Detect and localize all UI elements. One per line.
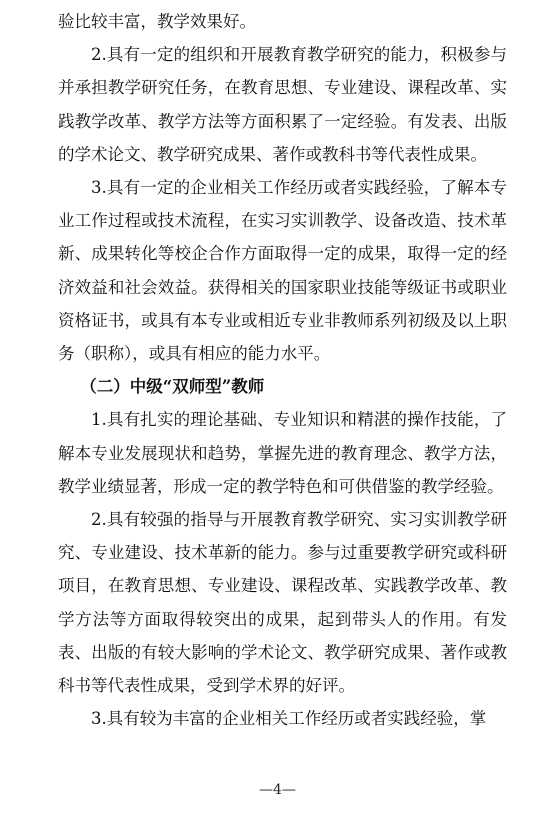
paragraph-item-3: 3.具有一定的企业相关工作经历或者实践经验，了解本专业工作过程或技术流程，在实习实训教学、设备改造、技术革新、成果转化等校企合作方面取得一定的成果，取得一定的经济效益和社会效益。获得相关的国家职业技能等级证书或职业资格证书，或具有本专业或相近专业非教师系列初级及以上职务（职称），或具有相应的能力水平。: [58, 178, 507, 364]
section-heading: （二）中级“双师型”教师: [80, 377, 265, 397]
paragraph-continuation: 验比较丰富，教学效果好。: [58, 12, 256, 31]
paragraph-item-2: 2.具有一定的组织和开展教育教学研究的能力，积极参与并承担教学研究任务，在教育思想、专业建设、课程改革、实践教学改革、教学方法等方面积累了一定经验。有发表、出版的学术论文、教学研究成果、著作或教科书等代表性成果。: [58, 45, 507, 164]
page-number: —4—: [259, 782, 296, 798]
paragraph-mid-item-2: 2.具有较强的指导与开展教育教学研究、实习实训教学研究、专业建设、技术革新的能力。参与过重要教学研究或科研项目，在教育思想、专业建设、课程改革、实践教学改革、教学方法等方面取得较突出的成果，起到带头人的作用。有发表、出版的有较大影响的学术论文、教学研究成果、著作或教科书等代表性成果，受到学术界的好评。: [58, 510, 507, 696]
paragraph-mid-item-3: 3.具有较为丰富的企业相关工作经历或者实践经验，掌: [91, 709, 487, 729]
paragraph-mid-item-1: 1.具有扎实的理论基础、专业知识和精湛的操作技能，了解本专业发展现状和趋势，掌握先进的教育理念、教学方法，教学业绩显著，形成一定的教学特色和可供借鉴的教学经验。: [58, 410, 507, 496]
